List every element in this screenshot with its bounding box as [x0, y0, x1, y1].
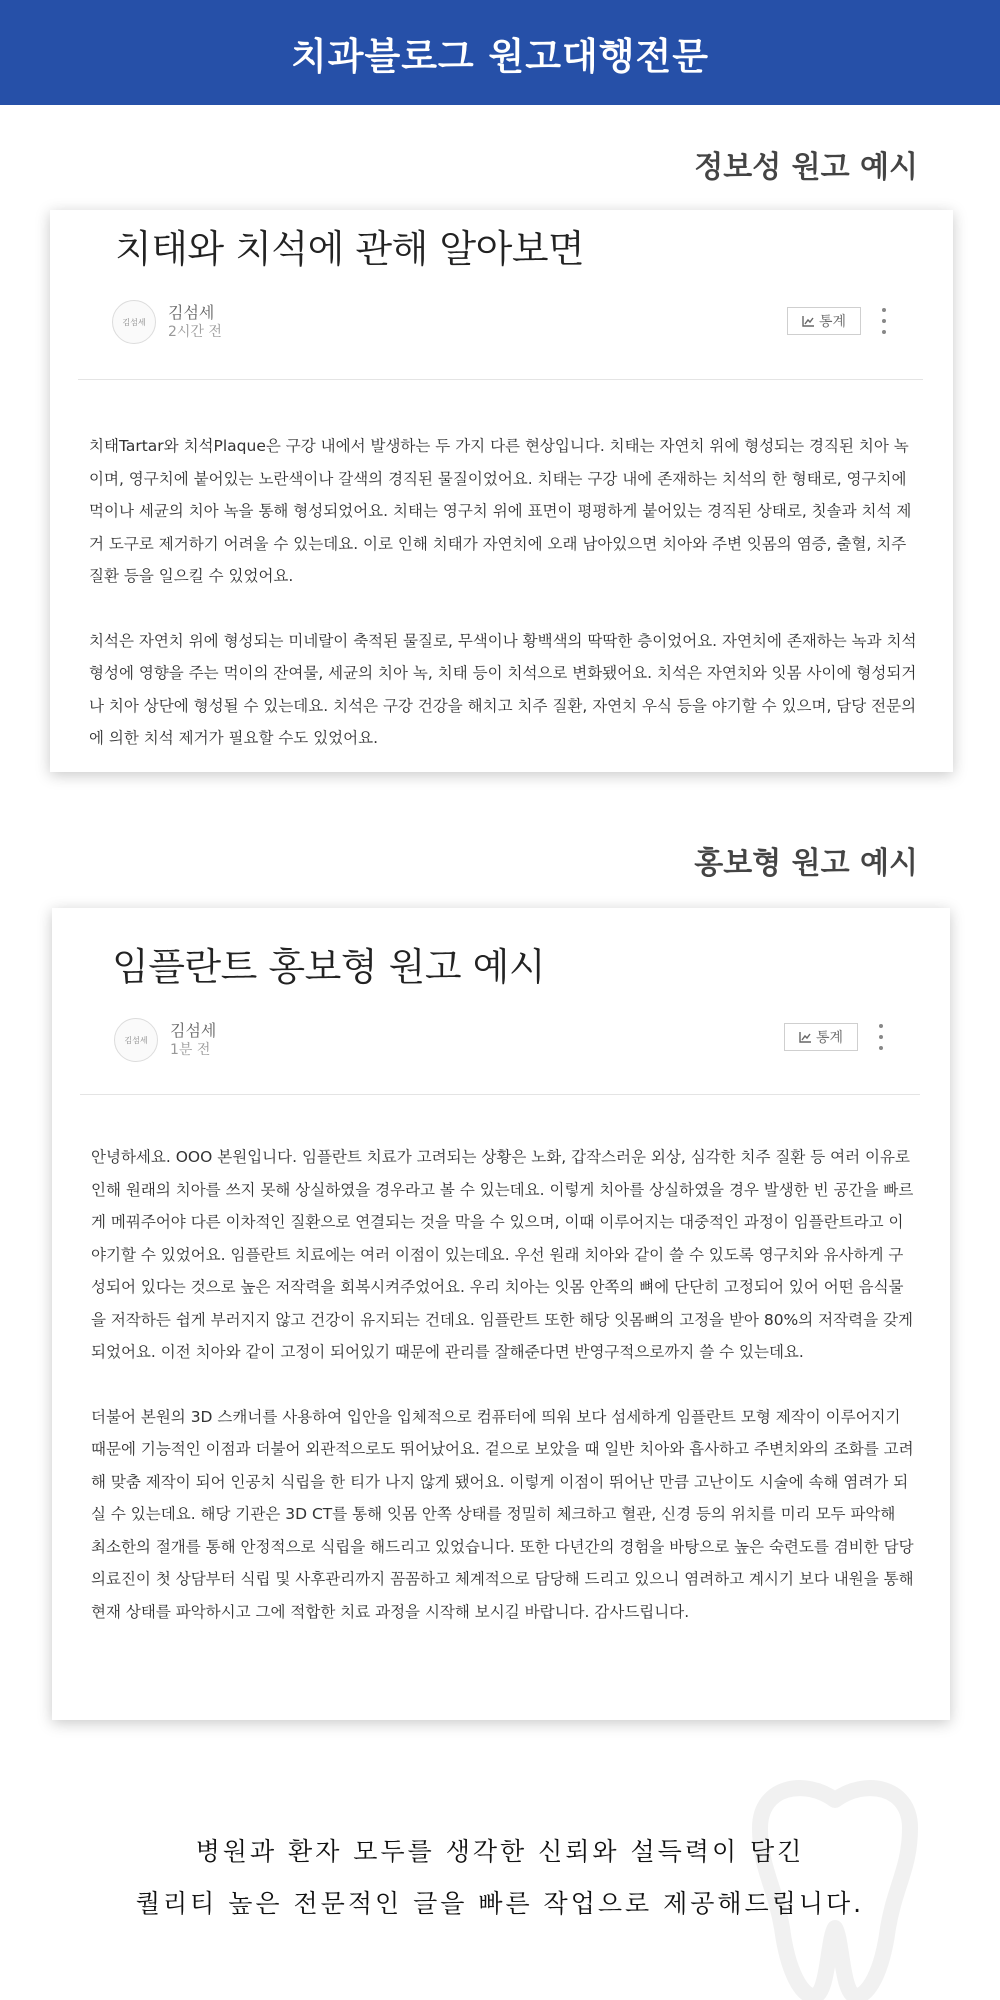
section-label-promotional: 홍보형 원고 예시 — [694, 846, 918, 881]
post-body — [91, 1141, 914, 1628]
avatar[interactable]: 김섬세 — [114, 1018, 158, 1062]
post-body — [89, 430, 917, 755]
post-title: 임플란트 홍보형 원고 예시 — [112, 945, 546, 989]
top-banner — [0, 0, 1000, 105]
section-label-informational: 정보성 원고 예시 — [694, 150, 918, 185]
divider — [80, 1094, 920, 1095]
banner-title: 치과블로그 원고대행전문 — [290, 34, 710, 78]
bar-chart-icon — [802, 315, 815, 327]
post-paragraph: 치석은 자연치 위에 형성되는 미네랄이 축적된 물질로, 무색이나 황백색의 딱딱한 층이었어요. 자연치에 존재하는 녹과 치석 형성에 영향을 주는 먹이의 잔여물, 세균의 치아 녹, 치태 등이 치석으로 변화됐어요. 치석은 자연치와 잇몸 사이에 형성되거나 치아 상단에 형성될 수 있는데요. 치석은 구강 건강을 해치고 치주 질환, 자연치 우식 등을 야기할 수 있으며, 담당 전문의에 의한 치석 제거가 필요할 수도 있었어요. — [89, 631, 917, 747]
more-vertical-icon[interactable] — [876, 1024, 886, 1050]
post-paragraph: 안녕하세요. OOO 본원입니다. 임플란트 치료가 고려되는 상황은 노화, 갑작스러운 외상, 심각한 치주 질환 등 여러 이유로 인해 원래의 치아를 쓰지 못해 상실하였을 경우라고 볼 수 있는데요. 이렇게 치아를 상실하였을 경우 발생한 빈 공간을 빠르게 메꿔주어야 다른 이차적인 질환으로 연결되는 것을 막을 수 있으며, 이때 이루어지는 대중적인 과정이 임플란트라고 이야기할 수 있었어요. 임플란트 치료에는 여러 이점이 있는데요. 우선 원래 치아와 같이 쓸 수 있도록 영구치와 유사하게 구성되어 있다는 것으로 높은 저작력을 회복시켜주었어요. 우리 치아는 잇몸 안쪽의 뼈에 단단히 고정되어 있어 어떤 음식물을 저작하든 쉽게 부러지지 않고 건강이 유지되는 건데요. 임플란트 또한 해당 잇몸뼈의 고정을 받아 80%의 저작력을 갖게 되었어요. 이전 치아와 같이 고정이 되어있기 때문에 관리를 잘해준다면 반영구적으로까지 쓸 수 있는데요. — [91, 1148, 914, 1361]
post-time: 1분 전 — [170, 1042, 211, 1059]
author-name[interactable]: 김섬세 — [170, 1020, 217, 1040]
stats-label: 통계 — [815, 1029, 844, 1045]
blog-post-card-promotional — [52, 908, 950, 1720]
author-name[interactable]: 김섬세 — [168, 302, 215, 322]
post-paragraph: 치태Tartar와 치석Plaque은 구강 내에서 발생하는 두 가지 다른 현상입니다. 치태는 자연치 위에 형성되는 경직된 치아 녹이며, 영구치에 붙어있는 노란색이나 갈색의 경직된 물질이었어요. 치태는 구강 내에 존재하는 치석의 한 형태로, 영구치에 먹이나 세균의 치아 녹을 통해 형성되었어요. 치태는 영구치 위에 표면이 평평하게 붙어있는 경직된 상태로, 칫솔과 치석 제거 도구로 제거하기 어려울 수 있는데요. 이로 인해 치태가 자연치에 오래 남아있으면 치아와 주변 잇몸의 염증, 출혈, 치주 질환 등을 일으킬 수 있었어요. — [89, 437, 912, 585]
stats-button[interactable] — [787, 307, 861, 335]
more-vertical-icon[interactable] — [879, 308, 889, 334]
author-row — [112, 300, 222, 344]
closing-line-2: 퀄리티 높은 전문적인 글을 빠른 작업으로 제공해드립니다. — [135, 1889, 865, 1918]
author-info — [170, 1020, 216, 1060]
avatar[interactable]: 김섬세 — [112, 300, 156, 344]
closing-line-1: 병원과 환자 모두를 생각한 신뢰와 설득력이 담긴 — [195, 1837, 805, 1866]
post-time: 2시간 전 — [168, 324, 222, 341]
author-info — [168, 302, 222, 342]
stats-label: 통계 — [818, 313, 847, 329]
post-paragraph: 더불어 본원의 3D 스캐너를 사용하여 입안을 입체적으로 컴퓨터에 띄워 보다 섬세하게 임플란트 모형 제작이 이루어지기 때문에 기능적인 이점과 더불어 외관적으로도 뛰어났어요. 겉으로 보았을 때 일반 치아와 흡사하고 주변치와의 조화를 고려해 맞춤 제작이 되어 인공치 식립을 한 티가 나지 않게 됐어요. 이렇게 이점이 뛰어난 만큼 고난이도 시술에 속해 염려가 되실 수 있는데요. 해당 기관은 3D CT를 통해 잇몸 안쪽 상태를 정밀히 체크하고 혈관, 신경 등의 위치를 미리 모두 파악해 최소한의 절개를 통해 안정적으로 식립을 해드리고 있었습니다. 또한 다년간의 경험을 바탕으로 높은 숙련도를 겸비한 담당 의료진이 첫 상담부터 식립 및 사후관리까지 꼼꼼하고 체계적으로 담당해 드리고 있으니 염려하고 계시기 보다 내원을 통해 현재 상태를 파악하시고 그에 적합한 치료 과정을 시작해 보시길 바랍니다. 감사드립니다. — [91, 1407, 914, 1621]
stats-button[interactable] — [784, 1023, 858, 1051]
bar-chart-icon — [799, 1031, 812, 1043]
author-row — [114, 1018, 216, 1062]
post-title: 치태와 치석에 관해 알아보면 — [115, 227, 585, 271]
blog-post-card-informational — [50, 210, 953, 772]
divider — [78, 379, 923, 380]
